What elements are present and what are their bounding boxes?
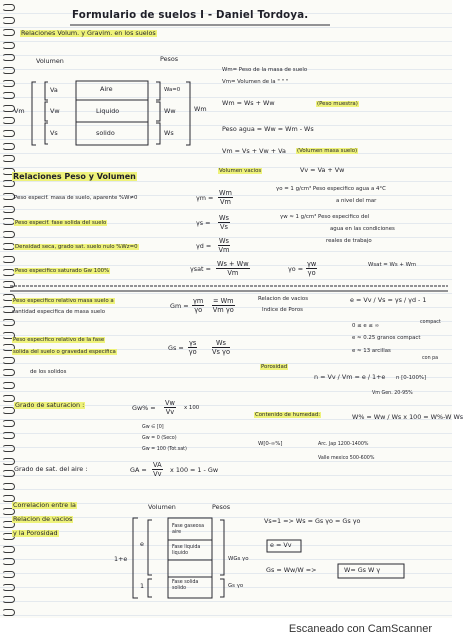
- ws-label: Ws: [164, 129, 174, 137]
- compact-note: compact: [420, 320, 441, 325]
- gs-label1: Peso especifico relativo de la fase: [13, 337, 105, 343]
- air-phase-label: Aire: [100, 85, 113, 93]
- wa-label: Wa=0: [164, 87, 181, 93]
- diagram2-weights: Pesos: [212, 503, 231, 511]
- e-vv-eq: e = Vv: [270, 541, 292, 549]
- gs-fraction: $\frac{\gamma s}{\gamma o}$: [188, 339, 197, 356]
- gs-label2: solida del suelo o gravedad especifica: [13, 349, 116, 355]
- solid-phase-label2: Fase solida solido: [172, 580, 199, 591]
- row4-label: Peso especifico saturado Gw 100%: [15, 268, 110, 274]
- row3-label: Densidad seca, grado sat. suelo nulo %Wz=0: [15, 244, 138, 250]
- relative-weight-label2: cantidad especifica de masa suelo: [12, 309, 106, 315]
- water-weight-eq: Peso agua = Ww = Wm - Ws: [222, 125, 314, 133]
- e-range-2: e ≈ 0.25 granos compact: [352, 335, 421, 341]
- gs-fraction2: $\frac{Ws}{\text{Vs γo}}$: [212, 339, 230, 356]
- gw-times: x 100: [184, 405, 200, 411]
- row4-eq: γo =: [288, 265, 304, 273]
- row2-note3: reales de trabajo: [326, 238, 372, 244]
- gw-lhs: Gw% =: [132, 404, 156, 412]
- row4-fraction: $\frac{Ws + Ww}{Vm}$: [217, 260, 249, 277]
- vv-equation: Vv = Va + Vw: [300, 166, 345, 174]
- correlation-label2: Relacion de vacios: [13, 515, 73, 523]
- gm-fraction: $\frac{\gamma m}{\gamma o}$: [193, 297, 204, 314]
- wgs-label: WGs γo: [228, 556, 249, 562]
- solid-phase-label: solido: [96, 129, 115, 137]
- moisture-eq: W% = Ww / Ws x 100 = W%-W Ws: [352, 413, 463, 421]
- one-bracket-label: 1: [140, 582, 145, 590]
- row1-note2: a nivel del mar: [336, 198, 377, 204]
- porosity-general: Vm Gen. 20-95%: [372, 391, 413, 396]
- gw-range: Gw ∈ [0]: [142, 425, 164, 430]
- def-vm: Vm= Volumen de la " " ": [222, 79, 289, 85]
- sample-weight-note: (Peso muestra): [317, 101, 358, 107]
- moisture-japan: Arc. Jap 1200-1400%: [318, 442, 369, 447]
- weights-header: Pesos: [160, 55, 179, 63]
- ww-label: Ww: [164, 107, 176, 115]
- scanner-watermark: Escaneado con CamScanner: [0, 618, 452, 640]
- va-label: Va: [50, 86, 58, 94]
- def-wm: Wm= Peso de la masa de suelo: [222, 67, 308, 73]
- e-bracket-label: e: [140, 540, 144, 548]
- ga-lhs: GA =: [130, 466, 147, 474]
- con-pa-note: con pa: [422, 356, 439, 361]
- boxed-result: W= Gs W γ: [344, 566, 381, 574]
- e-range-1: 0 ≤ e ≤ ∞: [352, 323, 380, 329]
- pore-index-label: Indice de Poros: [262, 307, 303, 313]
- gw-fraction: $\frac{Vw}{Vv}$: [165, 399, 175, 416]
- gw-saturated: Gw = 100 (Tot.sat): [142, 447, 187, 452]
- moisture-label: Contenido de humedad:: [255, 412, 321, 418]
- row4-lhs: γsat =: [190, 265, 211, 273]
- air-saturation-label: Grado de sat. del aire :: [14, 465, 88, 473]
- vs-one-eq: Vs=1 => Ws = Gs γo = Gs γo: [264, 517, 361, 525]
- row2-label: Peso especif. fase solida del suelo: [15, 220, 107, 226]
- gw-dry: Gw = 0 (Seco): [142, 436, 177, 441]
- row1-fraction: $\frac{Wm}{Vm}$: [219, 189, 232, 206]
- void-ratio-eq: e = Vv / Vs = γs / γd - 1: [350, 296, 427, 304]
- row1-label: Peso especif. masa de suelo, aparente %W≠0: [14, 195, 138, 201]
- vw-label: Vw: [50, 107, 60, 115]
- void-volume-label: Volumen vacios: [219, 168, 262, 174]
- gs-weight-label: Gs γo: [228, 583, 244, 589]
- gm-lhs: Gm =: [170, 302, 189, 310]
- gas-phase-label: Fase gaseosa aire: [172, 524, 205, 535]
- row2-lhs: γs =: [196, 219, 211, 227]
- vm-equation: Vm = Vs + Vw + Va: [222, 147, 286, 155]
- vs-label: Vs: [50, 129, 58, 137]
- volume-header: Volumen: [36, 57, 64, 65]
- ga-fraction: $\frac{VA}{Vv}$: [153, 461, 162, 478]
- wm-equation: Wm = Ws + Ww: [222, 99, 275, 107]
- vm-label: Vm: [14, 107, 25, 115]
- section-weight-volume: Relaciones Peso y Volumen: [13, 172, 136, 181]
- gs-lhs: Gs =: [168, 344, 184, 352]
- correlation-label3: y la Porosidad: [13, 529, 58, 537]
- page-title: Formulario de suelos I - Daniel Tordoya.: [72, 10, 309, 21]
- row3-fraction: $\frac{Ws}{Vm}$: [218, 237, 230, 254]
- porosity-eq: n = Vv / Vm = e / 1+e: [314, 373, 386, 381]
- row1-note1: γo = 1 g/cm³ Peso especifico agua a 4°C: [276, 186, 386, 192]
- gs-label3: de los solidos: [30, 369, 67, 375]
- row1-lhs: γm =: [196, 194, 214, 202]
- relations-label: Relaciones Volum. y Gravim. en los suelos: [21, 29, 156, 37]
- saturation-label: Grado de saturacion :: [15, 401, 85, 409]
- row2-note1: γw ≈ 1 g/cm³ Peso especifico del: [280, 214, 370, 220]
- row2-note2: agua en las condiciones: [330, 226, 395, 232]
- row4-eq-fraction: $\frac{\gamma w}{\gamma o}$: [307, 260, 317, 277]
- porosity-label: Porosidad: [261, 364, 288, 370]
- e-range-3: e ≈ 13 arcillas: [352, 348, 391, 354]
- wm-label: Wm: [194, 105, 207, 113]
- gs-ratio-eq: Gs = Ww/W =>: [266, 566, 317, 574]
- relative-weight-label1: Peso especifico relativo masa suelo a: [13, 298, 114, 304]
- correlation-label1: Correlacion entre la: [13, 501, 76, 509]
- gm-fraction2: $\frac{= Wm}{\text{Vm γo}}$: [212, 297, 234, 314]
- moisture-range: W[0-∞%]: [258, 441, 283, 447]
- void-ratio-title: Relacion de vacios: [258, 296, 309, 302]
- row3-lhs: γd =: [196, 242, 212, 250]
- row4-wsat: Wsat = Ws + Wm: [368, 262, 417, 268]
- moisture-mexico: Valle mexico 500-600%: [318, 456, 375, 461]
- soil-volume-note: (Volumen masa suelo): [297, 148, 358, 154]
- one-plus-e: 1+e: [114, 555, 128, 563]
- row2-fraction: $\frac{Ws}{Vs}$: [219, 214, 229, 231]
- ga-rest: x 100 = 1 - Gw: [170, 466, 219, 474]
- liquid-phase-label: Liquido: [96, 107, 120, 115]
- liquid-phase-label2: Fase liquida liquido: [172, 545, 201, 556]
- porosity-range: n [0-100%]: [396, 375, 427, 381]
- diagram2-volume: Volumen: [148, 503, 176, 511]
